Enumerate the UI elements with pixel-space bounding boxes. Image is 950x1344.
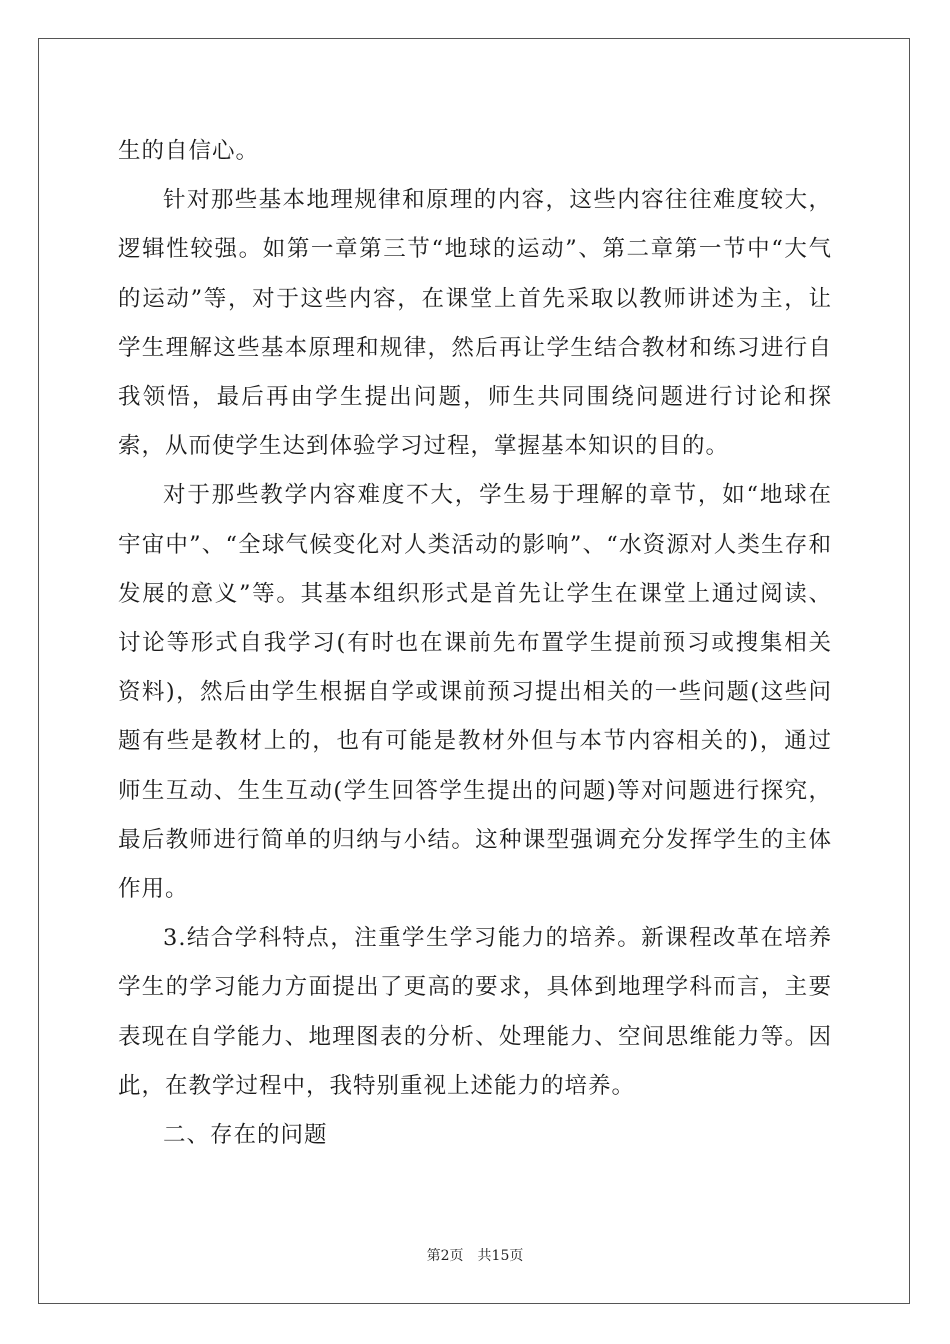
- document-body: [118, 127, 832, 1160]
- paragraph-easy-chapters: 对于那些教学内容难度不大，学生易于理解的章节，如“地球在宇宙中”、“全球气候变化对人类活动的影响”、“水资源对人类生存和发展的意义”等。其基本组织形式是首先让学生在课堂上通过阅读、讨论等形式自我学习(有时也在课前先布置学生提前预习或搜集相关资料)，然后由学生根据自学或课前预习提出相关的一些问题(这些问题有些是教材上的，也有可能是教材外但与本节内容相关的)，通过师生互动、生生互动(学生回答学生提出的问题)等对问题进行探究，最后教师进行简单的归纳与小结。这种课型强调充分发挥学生的主体作用。: [118, 482, 832, 903]
- paragraph-principles: 针对那些基本地理规律和原理的内容，这些内容往往难度较大，逻辑性较强。如第一章第三节“地球的运动”、第二章第一节中“大气的运动”等，对于这些内容，在课堂上首先采取以教师讲述为主，让学生理解这些基本原理和规律，然后再让学生结合教材和练习进行自我领悟，最后再由学生提出问题，师生共同围绕问题进行讨论和探索，从而使学生达到体验学习过程，掌握基本知识的目的。: [118, 187, 832, 460]
- paragraph-continuation: 生的自信心。: [118, 138, 260, 164]
- paragraph-learning-ability: 3.结合学科特点，注重学生学习能力的培养。新课程改革在培养学生的学习能力方面提出了更高的要求，具体到地理学科而言，主要表现在自学能力、地理图表的分析、处理能力、空间思维能力等。因此，在教学过程中，我特别重视上述能力的培养。: [118, 925, 832, 1099]
- page-number-footer: 第2页 共15页: [426, 1248, 524, 1264]
- section-heading-problems: 二、存在的问题: [163, 1122, 328, 1149]
